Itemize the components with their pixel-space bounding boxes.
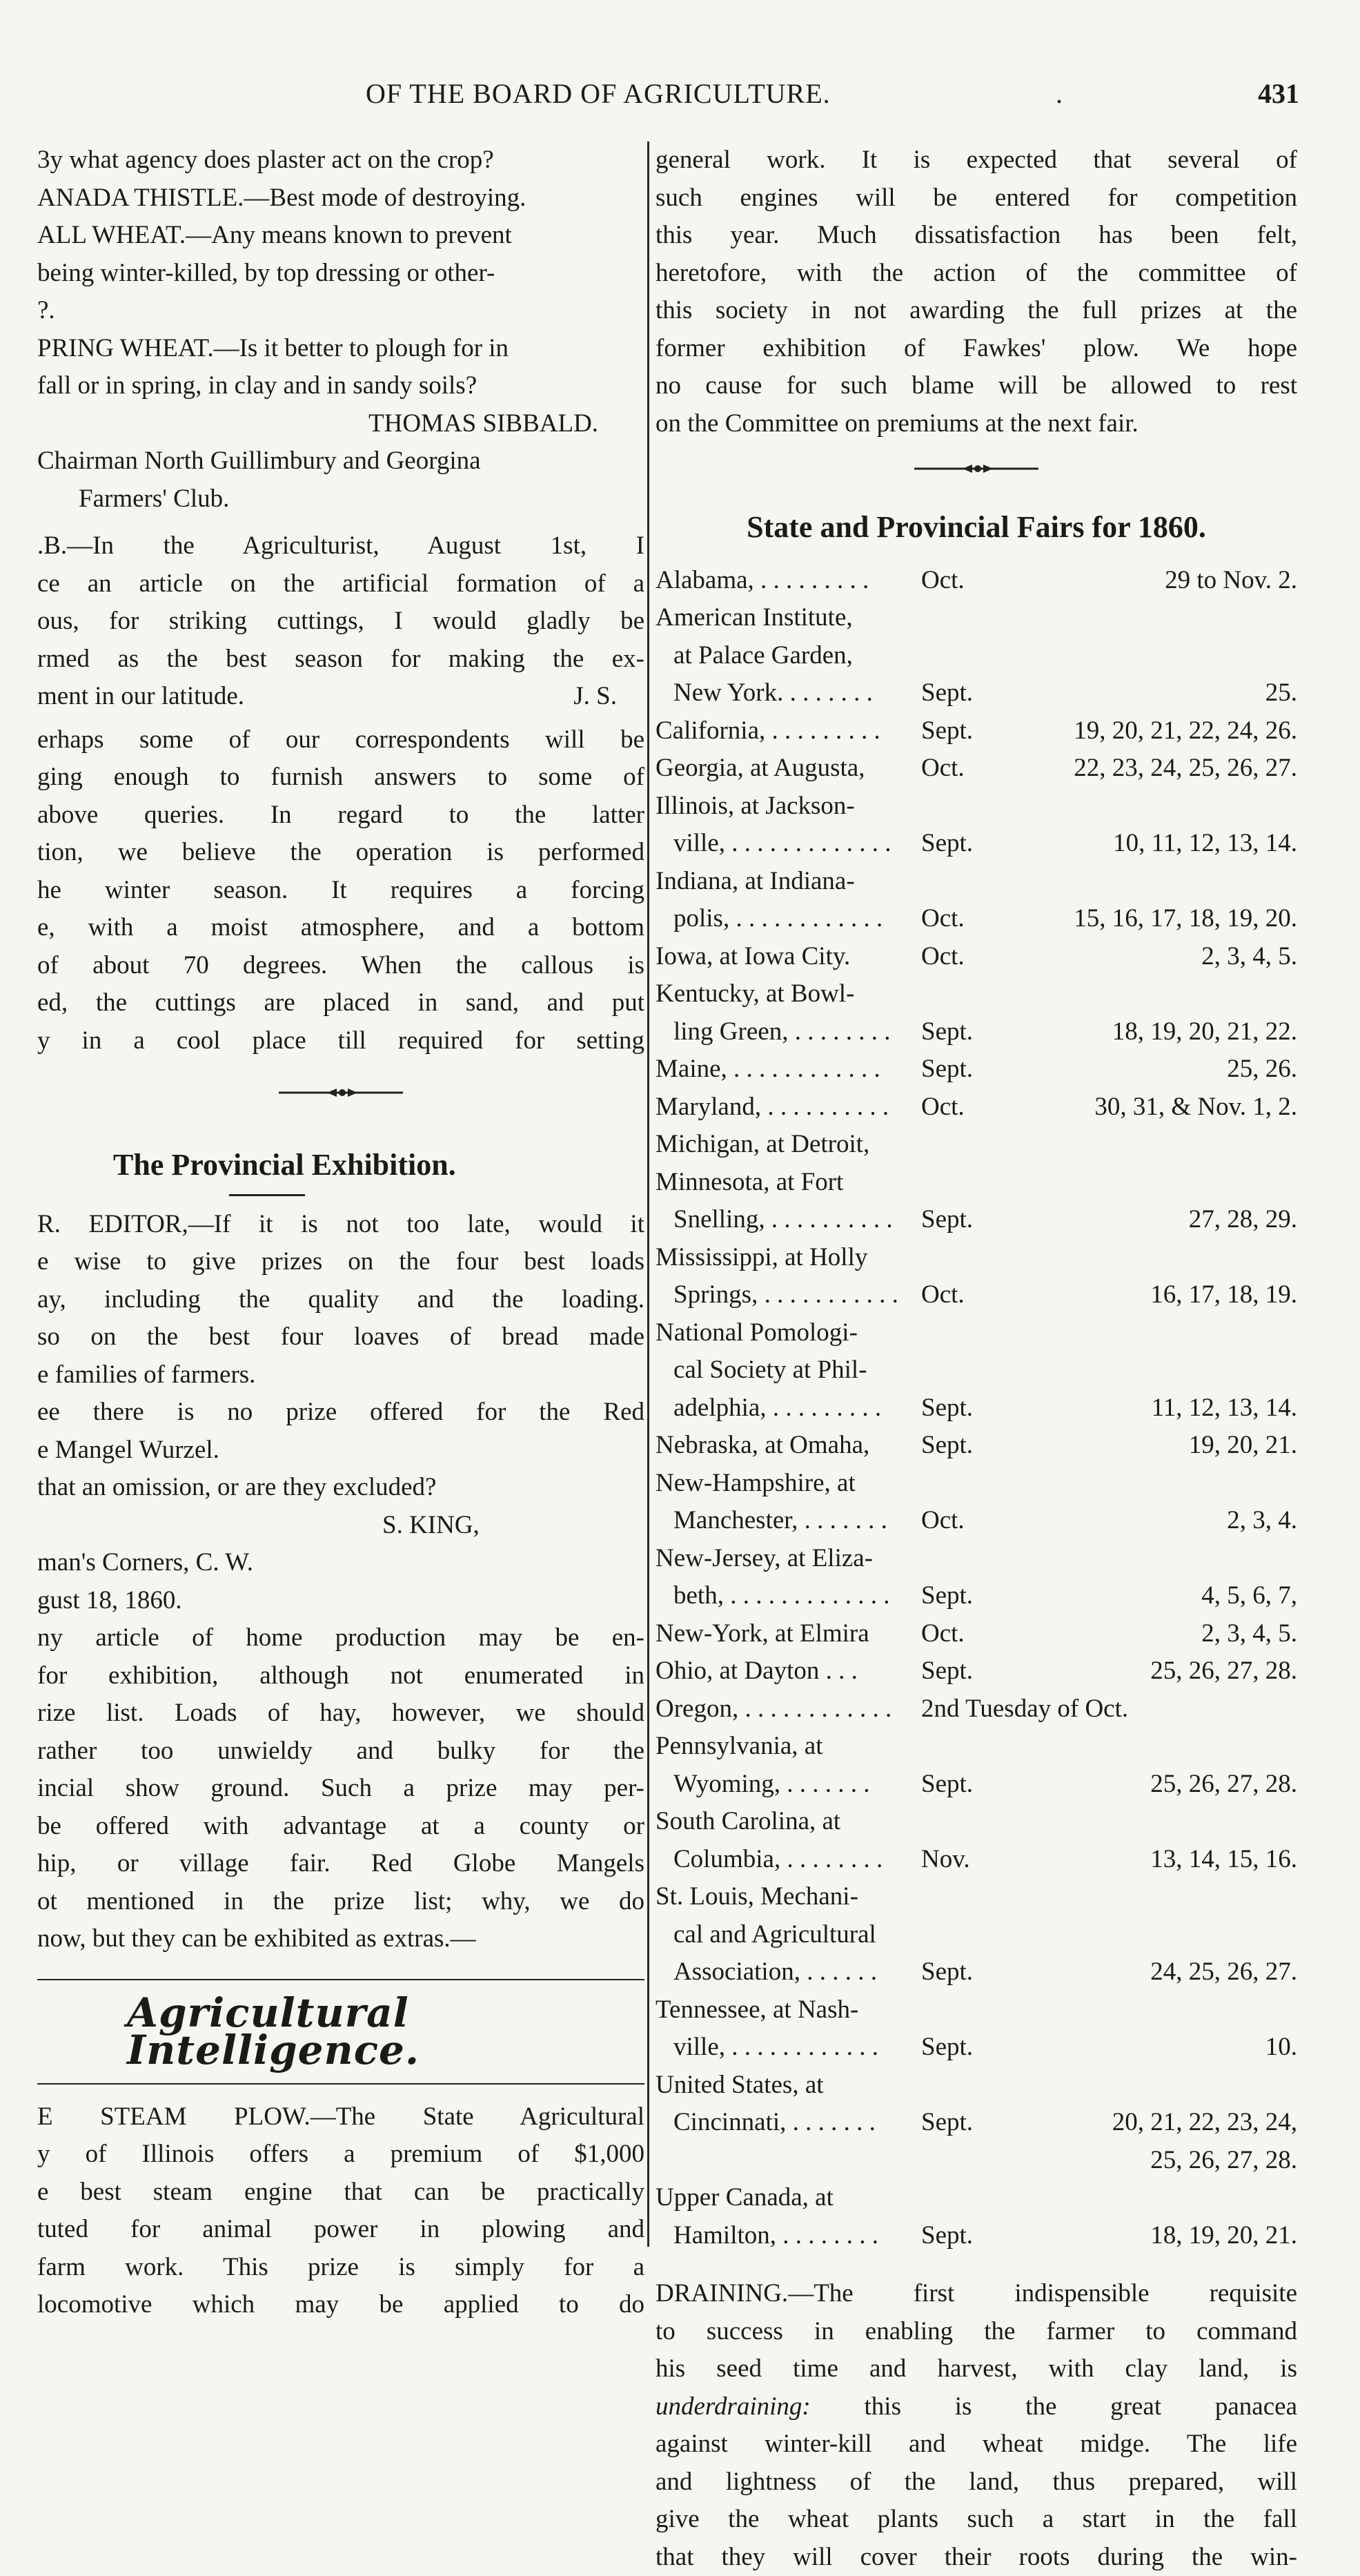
text-line: locomotive which may be applied to do: [37, 2286, 644, 2324]
fair-month: Oct.: [921, 562, 965, 600]
text-line: ay, including the quality and the loading.: [37, 1281, 644, 1319]
fair-row: [656, 900, 1297, 938]
text-line: of about 70 degrees. When the callous is: [37, 947, 644, 985]
text-line: former exhibition of Fawkes' plow. We hope: [656, 330, 1297, 368]
running-head-dot: .: [1056, 77, 1063, 110]
fair-name: Alabama, . . . . . . . . .: [656, 562, 869, 600]
answer-paragraph: [37, 1619, 644, 1958]
fair-month: Sept.: [921, 1201, 973, 1239]
fair-name: Indiana, at Indiana-: [656, 863, 855, 901]
text-line: hip, or village fair. Red Globe Mangels: [37, 1845, 644, 1883]
fair-month: Sept.: [921, 1013, 973, 1051]
fair-row: [656, 2217, 1297, 2255]
text-line: be offered with advantage at a county or: [37, 1808, 644, 1846]
text-line: that they will cover their roots during the win-: [656, 2539, 1297, 2576]
text-line: give the wheat plants such a start in the fall: [656, 2501, 1297, 2539]
fair-row: [656, 1089, 1297, 1126]
fair-month: Oct.: [921, 750, 965, 788]
text-line: R. EDITOR,—If it is not too late, would it: [37, 1206, 644, 1244]
fair-month: Sept.: [921, 1953, 973, 1991]
fair-days: 2, 3, 4, 5.: [1201, 1615, 1297, 1653]
fair-name: New-Jersey, at Eliza-: [656, 1540, 873, 1578]
chairman-line: Farmers' Club.: [37, 480, 644, 518]
text-line: [656, 2388, 1297, 2426]
fair-name: Georgia, at Augusta,: [656, 750, 865, 788]
running-head-title: OF THE BOARD OF AGRICULTURE.: [366, 77, 831, 110]
fair-row: [656, 938, 1297, 976]
text-line: ny article of home production may be en-: [37, 1619, 644, 1657]
fair-name: ling Green, . . . . . . . .: [673, 1013, 890, 1051]
fair-days: 4, 5, 6, 7,: [1201, 1577, 1297, 1615]
fair-days: 2, 3, 4.: [1227, 1502, 1297, 1540]
fair-days: 25, 26.: [1227, 1051, 1297, 1089]
text-line: no cause for such blame will be allowed to rest: [656, 367, 1297, 405]
text-line: ging enough to furnish answers to some of: [37, 759, 644, 797]
fair-row: [656, 750, 1297, 788]
fair-days: 24, 25, 26, 27.: [1150, 1953, 1297, 1991]
fair-row: [656, 1427, 1297, 1465]
text-line: ot mentioned in the prize list; why, we do: [37, 1883, 644, 1921]
fair-days: 25.: [1265, 674, 1297, 712]
text-line: farm work. This prize is simply for a: [37, 2249, 644, 2287]
fair-row: [656, 1352, 1297, 1389]
text-line: e families of farmers.: [37, 1356, 644, 1394]
text-line: rather too unwieldy and bulky for the: [37, 1733, 644, 1770]
fair-month: Sept.: [921, 1766, 973, 1804]
nb-paragraph: [37, 527, 644, 716]
fair-name: adelphia, . . . . . . . . .: [673, 1389, 881, 1427]
fair-name: at Palace Garden,: [673, 637, 853, 675]
fair-name: polis, . . . . . . . . . . . .: [673, 900, 883, 938]
fair-row: [656, 1051, 1297, 1089]
fair-row: [656, 1953, 1297, 1991]
fair-name: cal and Agricultural: [673, 1916, 876, 1954]
letter: [37, 1206, 644, 1620]
fair-days: 20, 21, 22, 23, 24,: [1112, 2104, 1297, 2142]
fair-name: United States, at: [656, 2067, 824, 2105]
fair-days: 10.: [1265, 2029, 1297, 2067]
fair-month: Sept.: [921, 674, 973, 712]
fair-name: Columbia, . . . . . . . .: [673, 1841, 883, 1879]
heading-rule: [229, 1194, 305, 1196]
fair-name: Association, . . . . . .: [673, 1953, 877, 1991]
letter-date: gust 18, 1860.: [37, 1582, 644, 1620]
fair-row: [656, 1126, 1297, 1164]
ornament-divider: [656, 442, 1297, 505]
text-line: fall or in spring, in clay and in sandy soils?: [37, 367, 644, 405]
fair-days: 19, 20, 21.: [1189, 1427, 1297, 1465]
letter-signature: S. KING,: [37, 1507, 644, 1545]
fair-month: Sept.: [921, 2104, 973, 2142]
text-line: this society in not awarding the full prizes at the: [656, 292, 1297, 330]
text-line: ee there is no prize offered for the Red: [37, 1394, 644, 1432]
text-line: ous, for striking cuttings, I would gladly be: [37, 603, 644, 641]
fair-month: Sept.: [921, 2029, 973, 2067]
fair-days: 10, 11, 12, 13, 14.: [1113, 825, 1297, 863]
text-line: y in a cool place till required for setting: [37, 1022, 644, 1060]
draining-first: —The first indispensible requisite: [788, 2279, 1297, 2307]
fair-days: 13, 14, 15, 16.: [1150, 1841, 1297, 1879]
fair-row: [656, 599, 1297, 637]
text-line: against winter-kill and wheat midge. The life: [656, 2426, 1297, 2463]
fair-month: 2nd Tuesday of Oct.: [921, 1690, 1128, 1728]
fair-month: Sept.: [921, 825, 973, 863]
right-column: [656, 142, 1297, 2267]
fair-row: [656, 1690, 1297, 1728]
text-line: for exhibition, although not enumerated in: [37, 1657, 644, 1695]
fair-row: [656, 712, 1297, 750]
fair-row: [656, 1766, 1297, 1804]
fair-row: [656, 1841, 1297, 1879]
text-line: ALL WHEAT.—Any means known to prevent: [37, 217, 644, 255]
fair-days: 29 to Nov. 2.: [1165, 562, 1297, 600]
text-line: and lightness of the land, thus prepared, will: [656, 2463, 1297, 2501]
text-line: so on the best four loaves of bread made: [37, 1318, 644, 1356]
fair-name: Kentucky, at Bowl-: [656, 975, 854, 1013]
text-line: e, with a moist atmosphere, and a bottom: [37, 909, 644, 947]
fair-month: Oct.: [921, 1502, 965, 1540]
fair-row: [656, 863, 1297, 901]
fair-month: Oct.: [921, 1276, 965, 1314]
text-line: [37, 678, 644, 716]
letter-place: man's Corners, C. W.: [37, 1544, 644, 1582]
left-column: [37, 142, 644, 2267]
fair-name: ville, . . . . . . . . . . . .: [673, 2029, 878, 2067]
fair-name: New-Hampshire, at: [656, 1465, 856, 1503]
text-line: being winter-killed, by top dressing or other-: [37, 255, 644, 293]
text-line: above queries. In regard to the latter: [37, 797, 644, 835]
steam-plow-continued: [656, 142, 1297, 442]
fair-name: Maine, . . . . . . . . . . . .: [656, 1051, 880, 1089]
fair-name: St. Louis, Mechani-: [656, 1878, 858, 1916]
fair-row: [656, 2029, 1297, 2067]
fair-row: [656, 1164, 1297, 1202]
page-number: 431: [1258, 77, 1299, 110]
fair-name: Tennessee, at Nash-: [656, 1991, 858, 2029]
fair-month: Oct.: [921, 900, 965, 938]
fair-name: Nebraska, at Omaha,: [656, 1427, 869, 1465]
fair-name: Manchester, . . . . . . .: [673, 1502, 887, 1540]
text-line: ANADA THISTLE.—Best mode of destroying.: [37, 179, 644, 217]
fair-month: Sept.: [921, 2217, 973, 2255]
text-line: now, but they can be exhibited as extras.—: [37, 1920, 644, 1958]
text-line: E STEAM PLOW.—The State Agricultural: [37, 2098, 644, 2136]
fair-name: ville, . . . . . . . . . . . . .: [673, 825, 891, 863]
fair-row: [656, 1239, 1297, 1277]
text-line: heretofore, with the action of the committee of: [656, 255, 1297, 293]
signature: THOMAS SIBBALD.: [37, 405, 644, 443]
draining-em-after: this is the great panacea: [811, 2392, 1297, 2421]
fair-row: [656, 2067, 1297, 2105]
fair-name: Springs, . . . . . . . . . . .: [673, 1276, 898, 1314]
text-line: 3y what agency does plaster act on the crop?: [37, 142, 644, 179]
text-line: [656, 2275, 1297, 2313]
fair-row: [656, 975, 1297, 1013]
fair-name: Michigan, at Detroit,: [656, 1126, 869, 1164]
fair-row: [656, 788, 1297, 826]
text-line: general work. It is expected that several of: [656, 142, 1297, 179]
chairman-line: Chairman North Guillimbury and Georgina: [37, 442, 644, 480]
fair-name: Cincinnati, . . . . . . .: [673, 2104, 876, 2142]
fair-days: 11, 12, 13, 14.: [1152, 1389, 1297, 1427]
text-line: this year. Much dissatisfaction has been felt,: [656, 217, 1297, 255]
fair-name: New-York, at Elmira: [656, 1615, 869, 1653]
fair-row: [656, 1878, 1297, 1916]
column-rule: [647, 142, 649, 2247]
fair-month: Sept.: [921, 712, 973, 750]
fair-row: [656, 1013, 1297, 1051]
fair-row: [656, 1540, 1297, 1578]
fair-name: Oregon, . . . . . . . . . . . .: [656, 1690, 891, 1728]
fair-name: American Institute,: [656, 599, 853, 637]
fair-days: 19, 20, 21, 22, 24, 26.: [1074, 712, 1297, 750]
fair-name: New York. . . . . . . .: [673, 674, 873, 712]
fair-name: Maryland, . . . . . . . . . .: [656, 1089, 889, 1126]
fair-row: [656, 562, 1297, 600]
fair-month: Sept.: [921, 1427, 973, 1465]
fair-name: National Pomologi-: [656, 1314, 858, 1352]
draining-lead: DRAINING.: [656, 2279, 788, 2307]
fair-days: 18, 19, 20, 21.: [1150, 2217, 1297, 2255]
text-line: on the Committee on premiums at the next fair.: [656, 405, 1297, 443]
agricultural-intelligence-heading: Agricultural Intelligence.: [37, 1994, 644, 2069]
fair-name: South Carolina, at: [656, 1803, 840, 1841]
text-line: erhaps some of our correspondents will be: [37, 721, 644, 759]
fair-row: [656, 1201, 1297, 1239]
text-line: such engines will be entered for competition: [656, 179, 1297, 217]
fair-row: [656, 2142, 1297, 2180]
text-line: .B.—In the Agriculturist, August 1st, I: [37, 527, 644, 565]
section-rule: [37, 1979, 644, 1980]
fair-row: [656, 1465, 1297, 1503]
fair-row: [656, 2179, 1297, 2217]
text-line: he winter season. It requires a forcing: [37, 872, 644, 910]
text-line: incial show ground. Such a prize may per-: [37, 1770, 644, 1808]
fair-name: Pennsylvania, at: [656, 1728, 823, 1766]
fair-row: [656, 1652, 1297, 1690]
fair-name: cal Society at Phil-: [673, 1352, 867, 1389]
fair-name: Mississippi, at Holly: [656, 1239, 867, 1277]
fair-row: [656, 1577, 1297, 1615]
fair-days: 18, 19, 20, 21, 22.: [1112, 1013, 1297, 1051]
fair-days: 25, 26, 27, 28.: [1150, 1652, 1297, 1690]
text-line: ce an article on the artificial formation of a: [37, 565, 644, 603]
fair-month: Sept.: [921, 1652, 973, 1690]
text-line: ed, the cuttings are placed in sand, and put: [37, 984, 644, 1022]
fair-row: [656, 1728, 1297, 1766]
fair-row: [656, 674, 1297, 712]
text-line: e best steam engine that can be practically: [37, 2174, 644, 2212]
fair-name: Minnesota, at Fort: [656, 1164, 843, 1202]
text-line: PRING WHEAT.—Is it better to plough for in: [37, 330, 644, 368]
text-line: e wise to give prizes on the four best loads: [37, 1243, 644, 1281]
fair-month: Nov.: [921, 1841, 970, 1879]
text-line: his seed time and harvest, with clay land, is: [656, 2350, 1297, 2388]
fair-month: Sept.: [921, 1577, 973, 1615]
steam-plow-paragraph: [37, 2098, 644, 2324]
fair-row: [656, 825, 1297, 863]
fair-row: [656, 1916, 1297, 1954]
nb-last-line: ment in our latitude.: [37, 682, 244, 710]
fair-days: 25, 26, 27, 28.: [1150, 1766, 1297, 1804]
fair-name: Snelling, . . . . . . . . . .: [673, 1201, 893, 1239]
text-line: ?.: [37, 292, 644, 330]
text-line: to success in enabling the farmer to command: [656, 2313, 1297, 2351]
reply-paragraph: [37, 721, 644, 1060]
draining-emphasis: underdraining:: [656, 2392, 811, 2421]
fair-days: 22, 23, 24, 25, 26, 27.: [1074, 750, 1297, 788]
fair-row: [656, 1502, 1297, 1540]
fair-row: [656, 2104, 1297, 2142]
fair-month: Sept.: [921, 1389, 973, 1427]
ornament-divider: [37, 1060, 644, 1142]
fair-name: Ohio, at Dayton . . .: [656, 1652, 858, 1690]
fair-days: 16, 17, 18, 19.: [1150, 1276, 1297, 1314]
nb-initials: J. S.: [573, 678, 617, 716]
text-line: rmed as the best season for making the ex-: [37, 641, 644, 679]
fair-row: [656, 637, 1297, 675]
fair-days: 2, 3, 4, 5.: [1201, 938, 1297, 976]
text-line: that an omission, or are they excluded?: [37, 1469, 644, 1507]
fair-row: [656, 1615, 1297, 1653]
text-line: e Mangel Wurzel.: [37, 1432, 644, 1470]
fair-days: 30, 31, & Nov. 1, 2.: [1094, 1089, 1297, 1126]
fair-row: [656, 1803, 1297, 1841]
provincial-exhibition-heading: The Provincial Exhibition.: [37, 1146, 644, 1184]
fair-row: [656, 1389, 1297, 1427]
fair-days: 25, 26, 27, 28.: [1150, 2142, 1297, 2180]
text-line: rize list. Loads of hay, however, we should: [37, 1695, 644, 1733]
fair-name: Illinois, at Jackson-: [656, 788, 855, 826]
fair-month: Oct.: [921, 1615, 965, 1653]
fair-row: [656, 1991, 1297, 2029]
fair-month: Oct.: [921, 1089, 965, 1126]
text-line: tuted for animal power in plowing and: [37, 2211, 644, 2249]
fairs-heading: State and Provincial Fairs for 1860.: [656, 509, 1297, 547]
fair-month: Oct.: [921, 938, 965, 976]
fair-name: Iowa, at Iowa City.: [656, 938, 850, 976]
text-line: tion, we believe the operation is performed: [37, 834, 644, 872]
fair-month: Sept.: [921, 1051, 973, 1089]
fair-row: [656, 1314, 1297, 1352]
fair-row: [656, 1276, 1297, 1314]
fair-name: Hamilton, . . . . . . . .: [673, 2217, 878, 2255]
fair-name: Upper Canada, at: [656, 2179, 834, 2217]
fair-name: Wyoming, . . . . . . .: [673, 1766, 870, 1804]
queries-block: [37, 142, 644, 405]
fairs-list: [656, 562, 1297, 2255]
draining-paragraph: [656, 2275, 1297, 2576]
fair-days: 15, 16, 17, 18, 19, 20.: [1074, 900, 1297, 938]
fair-name: beth, . . . . . . . . . . . . .: [673, 1577, 889, 1615]
running-head: [0, 77, 1360, 119]
text-line: y of Illinois offers a premium of $1,000: [37, 2136, 644, 2174]
section-rule: [37, 2083, 644, 2085]
fair-days: 27, 28, 29.: [1189, 1201, 1297, 1239]
fair-name: California, . . . . . . . . .: [656, 712, 880, 750]
